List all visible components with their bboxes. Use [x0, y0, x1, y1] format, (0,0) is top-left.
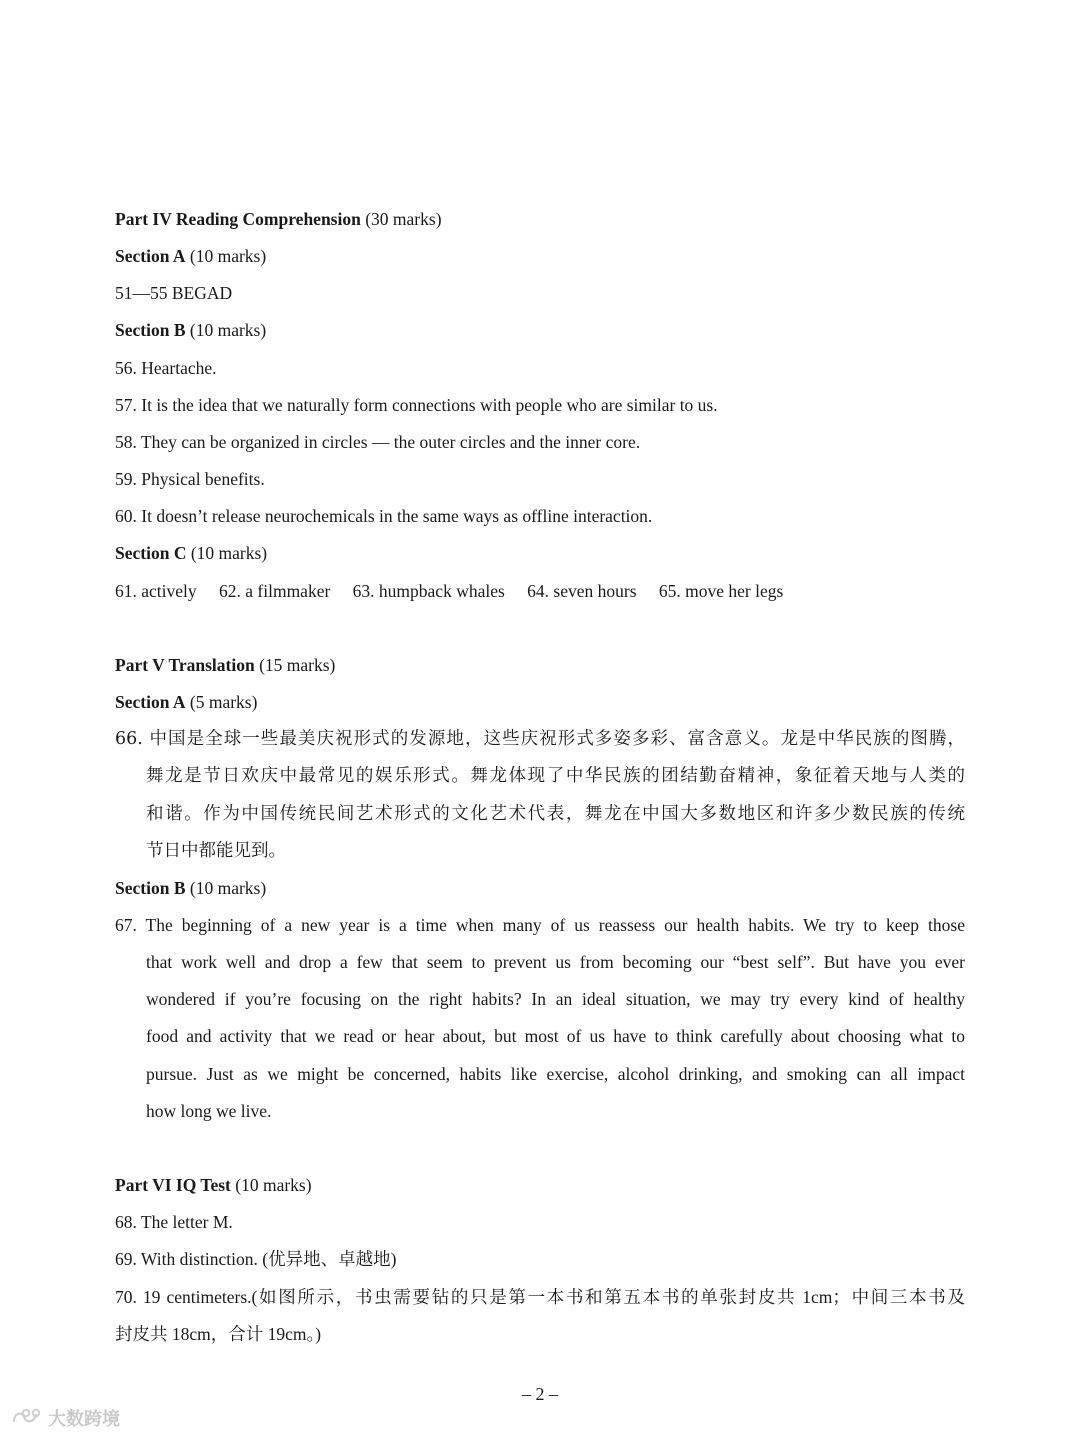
answer-66-line-2: 舞龙是节日欢庆中最常见的娱乐形式。舞龙体现了中华民族的团结勤奋精神，象征着天地与人类的 [146, 766, 965, 786]
answer-70-line-1: 70. 19 centimeters.(如图所示，书虫需要钻的只是第一本书和第五本书的单张封皮共 1cm；中间三本书及 [115, 1287, 965, 1307]
part5-title: Part V Translation [115, 655, 255, 675]
part6-title: Part VI IQ Test [115, 1175, 231, 1195]
section-title: Section C [115, 543, 187, 563]
answer-67-line-2: that work well and drop a few that seem to prevent us from becoming our “best self”. But have you ever [146, 952, 965, 972]
answer-59: 59. Physical benefits. [115, 469, 265, 489]
part4-sectionA-heading [115, 244, 266, 268]
answer-67-line-4: food and activity that we read or hear about, but most of us have to think carefully about choosing what to [146, 1026, 965, 1046]
part4-title: Part IV Reading Comprehension [115, 209, 361, 229]
section-marks: (10 marks) [189, 878, 267, 898]
answer-67-line-3: wondered if you’re focusing on the right habits? In an ideal situation, we may try every kind of healthy [146, 989, 965, 1009]
part6-heading [115, 1173, 312, 1197]
section-title: Section B [115, 320, 186, 340]
answer-67-line-1: 67. The beginning of a new year is a time when many of us reassess our health habits. We try to keep those [115, 915, 965, 935]
watermark-logo-icon [10, 1407, 44, 1429]
section-title: Section A [115, 246, 186, 266]
section-title: Section B [115, 878, 186, 898]
section-marks: (10 marks) [190, 543, 268, 563]
watermark-text: 大数跨境 [48, 1409, 120, 1430]
part5-marks: (15 marks) [259, 655, 336, 675]
section-marks: (10 marks) [189, 246, 267, 266]
part4-heading [115, 207, 442, 231]
answer-69: 69. With distinction. (优异地、卓越地) [115, 1249, 397, 1269]
answer-58: 58. They can be organized in circles — the outer circles and the inner core. [115, 432, 641, 452]
part6-marks: (10 marks) [235, 1175, 312, 1195]
answer-66-line-3: 和谐。作为中国传统民间艺术形式的文化艺术代表，舞龙在中国大多数地区和许多少数民族的传统 [146, 804, 965, 824]
answer-66-line-1: 66. 中国是全球一些最美庆祝形式的发源地，这些庆祝形式多姿多彩、富含意义。龙是中华民族的图腾， [115, 729, 965, 749]
part4-marks: (30 marks) [365, 209, 442, 229]
watermark [10, 1405, 120, 1431]
answer-66-line-4: 节日中都能见到。 [146, 841, 286, 861]
part5-heading [115, 653, 335, 677]
answers-61-65 [115, 579, 801, 603]
answer-67-line-5: pursue. Just as we might be concerned, habits like exercise, alcohol drinking, and smoking can all impact [146, 1064, 965, 1084]
part4-sectionC-heading [115, 541, 267, 565]
answer-65: 65. move her legs [658, 581, 784, 601]
answer-64: 64. seven hours [527, 581, 637, 601]
page-number: – 2 – [522, 1384, 558, 1404]
answer-57: 57. It is the idea that we naturally form connections with people who are similar to us. [115, 395, 718, 415]
section-marks: (10 marks) [189, 320, 267, 340]
answer-70-line-2: 封皮共 18cm，合计 19cm。) [115, 1324, 322, 1344]
answer-63: 63. humpback whales [352, 581, 505, 601]
answer-61: 61. actively [115, 581, 197, 601]
answer-68: 68. The letter M. [115, 1212, 233, 1232]
answer-56: 56. Heartache. [115, 358, 217, 378]
section-title: Section A [115, 692, 186, 712]
part5-sectionB-heading [115, 876, 266, 900]
answer-51-55: 51—55 BEGAD [115, 283, 233, 303]
answer-60: 60. It doesn’t release neurochemicals in the same ways as offline interaction. [115, 506, 653, 526]
part5-sectionA-heading [115, 690, 257, 714]
part4-sectionB-heading [115, 318, 266, 342]
answer-67-line-6: how long we live. [146, 1101, 272, 1121]
answer-62: 62. a filmmaker [219, 581, 331, 601]
section-marks: (5 marks) [189, 692, 258, 712]
